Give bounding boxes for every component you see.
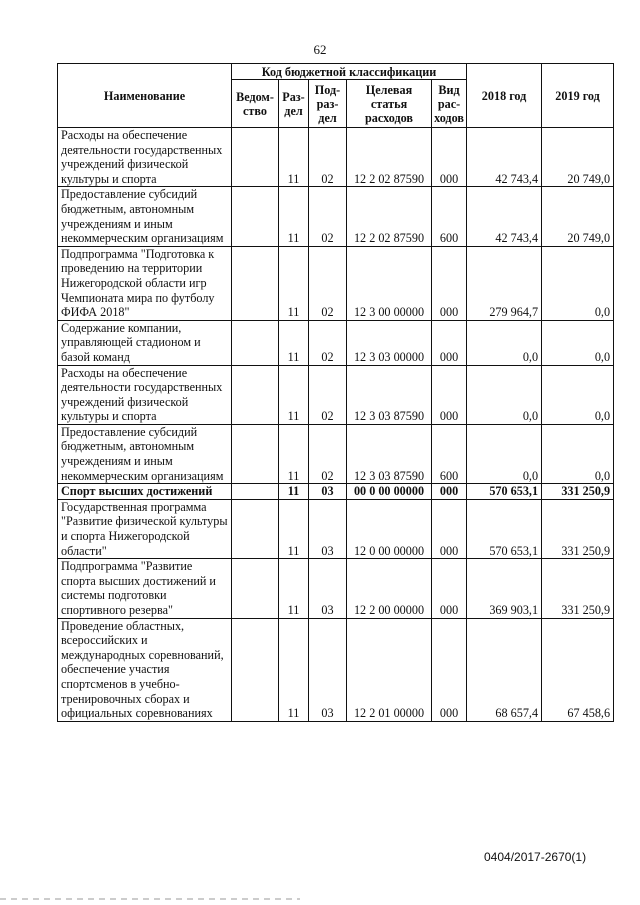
table-row [58,499,614,558]
cell-vedomstvo [232,246,279,320]
document-code: 0404/2017-2670(1) [484,850,587,864]
cell-2018: 0,0 [467,365,542,424]
cell-razdel: 11 [279,365,309,424]
cell-razdel: 11 [279,484,309,500]
cell-tselevaya: 12 3 03 00000 [347,320,432,365]
cell-podrazdel: 02 [309,365,347,424]
cell-podrazdel: 03 [309,499,347,558]
table-row [58,365,614,424]
cell-tselevaya: 12 2 01 00000 [347,618,432,721]
cell-vedomstvo [232,187,279,246]
cell-2018: 42 743,4 [467,128,542,187]
table-row [58,618,614,721]
cell-2018: 570 653,1 [467,484,542,500]
cell-2018: 68 657,4 [467,618,542,721]
cell-vid: 000 [432,246,467,320]
header-name: Наименование [58,64,232,128]
cell-tselevaya: 12 3 03 87590 [347,424,432,483]
table-row [58,128,614,187]
cell-tselevaya: 12 3 00 00000 [347,246,432,320]
cell-vedomstvo [232,484,279,500]
cell-name: Спорт высших достижений [58,484,232,500]
table-row [58,320,614,365]
budget-table [57,63,614,722]
cell-vid: 600 [432,424,467,483]
table-row [58,559,614,618]
cell-2019: 0,0 [542,320,614,365]
cell-2018: 42 743,4 [467,187,542,246]
cell-podrazdel: 03 [309,618,347,721]
header-razdel: Раз-дел [279,80,309,128]
table-row [58,484,614,500]
cell-podrazdel: 02 [309,187,347,246]
cell-2018: 570 653,1 [467,499,542,558]
cell-tselevaya: 12 0 00 00000 [347,499,432,558]
cell-vedomstvo [232,559,279,618]
cell-tselevaya: 12 3 03 87590 [347,365,432,424]
cell-2018: 369 903,1 [467,559,542,618]
cell-2019: 67 458,6 [542,618,614,721]
cell-razdel: 11 [279,499,309,558]
cell-name: Проведение областных, всероссийских и международных соревнований, обеспечение участия спортсменов в учебно-тренировочных сборах и официальных соревнованиях [58,618,232,721]
cell-name: Предоставление субсидий бюджетным, автономным учреждениям и иным некоммерческим организациям [58,424,232,483]
header-tselevaya: Целевая статья расходов [347,80,432,128]
cell-2018: 0,0 [467,424,542,483]
cell-vedomstvo [232,499,279,558]
cell-name: Расходы на обеспечение деятельности государственных учреждений физической культуры и спорта [58,128,232,187]
header-vid: Вид рас-ходов [432,80,467,128]
cell-podrazdel: 03 [309,559,347,618]
cell-vid: 000 [432,484,467,500]
cell-podrazdel: 03 [309,484,347,500]
table-row [58,246,614,320]
cell-razdel: 11 [279,246,309,320]
cell-2018: 279 964,7 [467,246,542,320]
cell-name: Предоставление субсидий бюджетным, автономным учреждениям и иным некоммерческим организациям [58,187,232,246]
cell-razdel: 11 [279,618,309,721]
cell-razdel: 11 [279,128,309,187]
cell-2019: 331 250,9 [542,559,614,618]
header-classification-group: Код бюджетной классификации [232,64,467,80]
cell-tselevaya: 00 0 00 00000 [347,484,432,500]
cell-tselevaya: 12 2 02 87590 [347,187,432,246]
cell-razdel: 11 [279,187,309,246]
cell-podrazdel: 02 [309,424,347,483]
cell-2019: 20 749,0 [542,187,614,246]
cell-vedomstvo [232,320,279,365]
header-2018: 2018 год [467,64,542,128]
cell-razdel: 11 [279,424,309,483]
cell-2018: 0,0 [467,320,542,365]
cell-2019: 0,0 [542,424,614,483]
table-row [58,424,614,483]
cell-vid: 000 [432,320,467,365]
cell-razdel: 11 [279,320,309,365]
cell-vedomstvo [232,365,279,424]
cell-2019: 0,0 [542,365,614,424]
cell-vid: 000 [432,365,467,424]
cell-name: Подпрограмма "Подготовка к проведению на территории Нижегородской области игр Чемпионата мира по футболу ФИФА 2018" [58,246,232,320]
cell-name: Расходы на обеспечение деятельности государственных учреждений физической культуры и спорта [58,365,232,424]
cell-name: Содержание компании, управляющей стадионом и базой команд [58,320,232,365]
cell-vid: 000 [432,128,467,187]
table-row [58,187,614,246]
table-body [58,128,614,722]
cell-vid: 000 [432,618,467,721]
cell-2019: 20 749,0 [542,128,614,187]
page-number: 62 [313,42,327,57]
cell-vedomstvo [232,424,279,483]
cell-vedomstvo [232,618,279,721]
header-podrazdel: Под-раз-дел [309,80,347,128]
cell-razdel: 11 [279,559,309,618]
cell-vid: 000 [432,559,467,618]
cell-tselevaya: 12 2 00 00000 [347,559,432,618]
header-2019: 2019 год [542,64,614,128]
cell-2019: 0,0 [542,246,614,320]
cell-name: Подпрограмма "Развитие спорта высших достижений и системы подготовки спортивного резерва" [58,559,232,618]
cell-podrazdel: 02 [309,128,347,187]
cell-vedomstvo [232,128,279,187]
cell-vid: 000 [432,499,467,558]
cell-2019: 331 250,9 [542,484,614,500]
scan-edge-artifact [0,898,300,900]
cell-tselevaya: 12 2 02 87590 [347,128,432,187]
cell-podrazdel: 02 [309,320,347,365]
cell-2019: 331 250,9 [542,499,614,558]
cell-vid: 600 [432,187,467,246]
cell-podrazdel: 02 [309,246,347,320]
header-vedomstvo: Ведом-ство [232,80,279,128]
cell-name: Государственная программа "Развитие физической культуры и спорта Нижегородской области" [58,499,232,558]
